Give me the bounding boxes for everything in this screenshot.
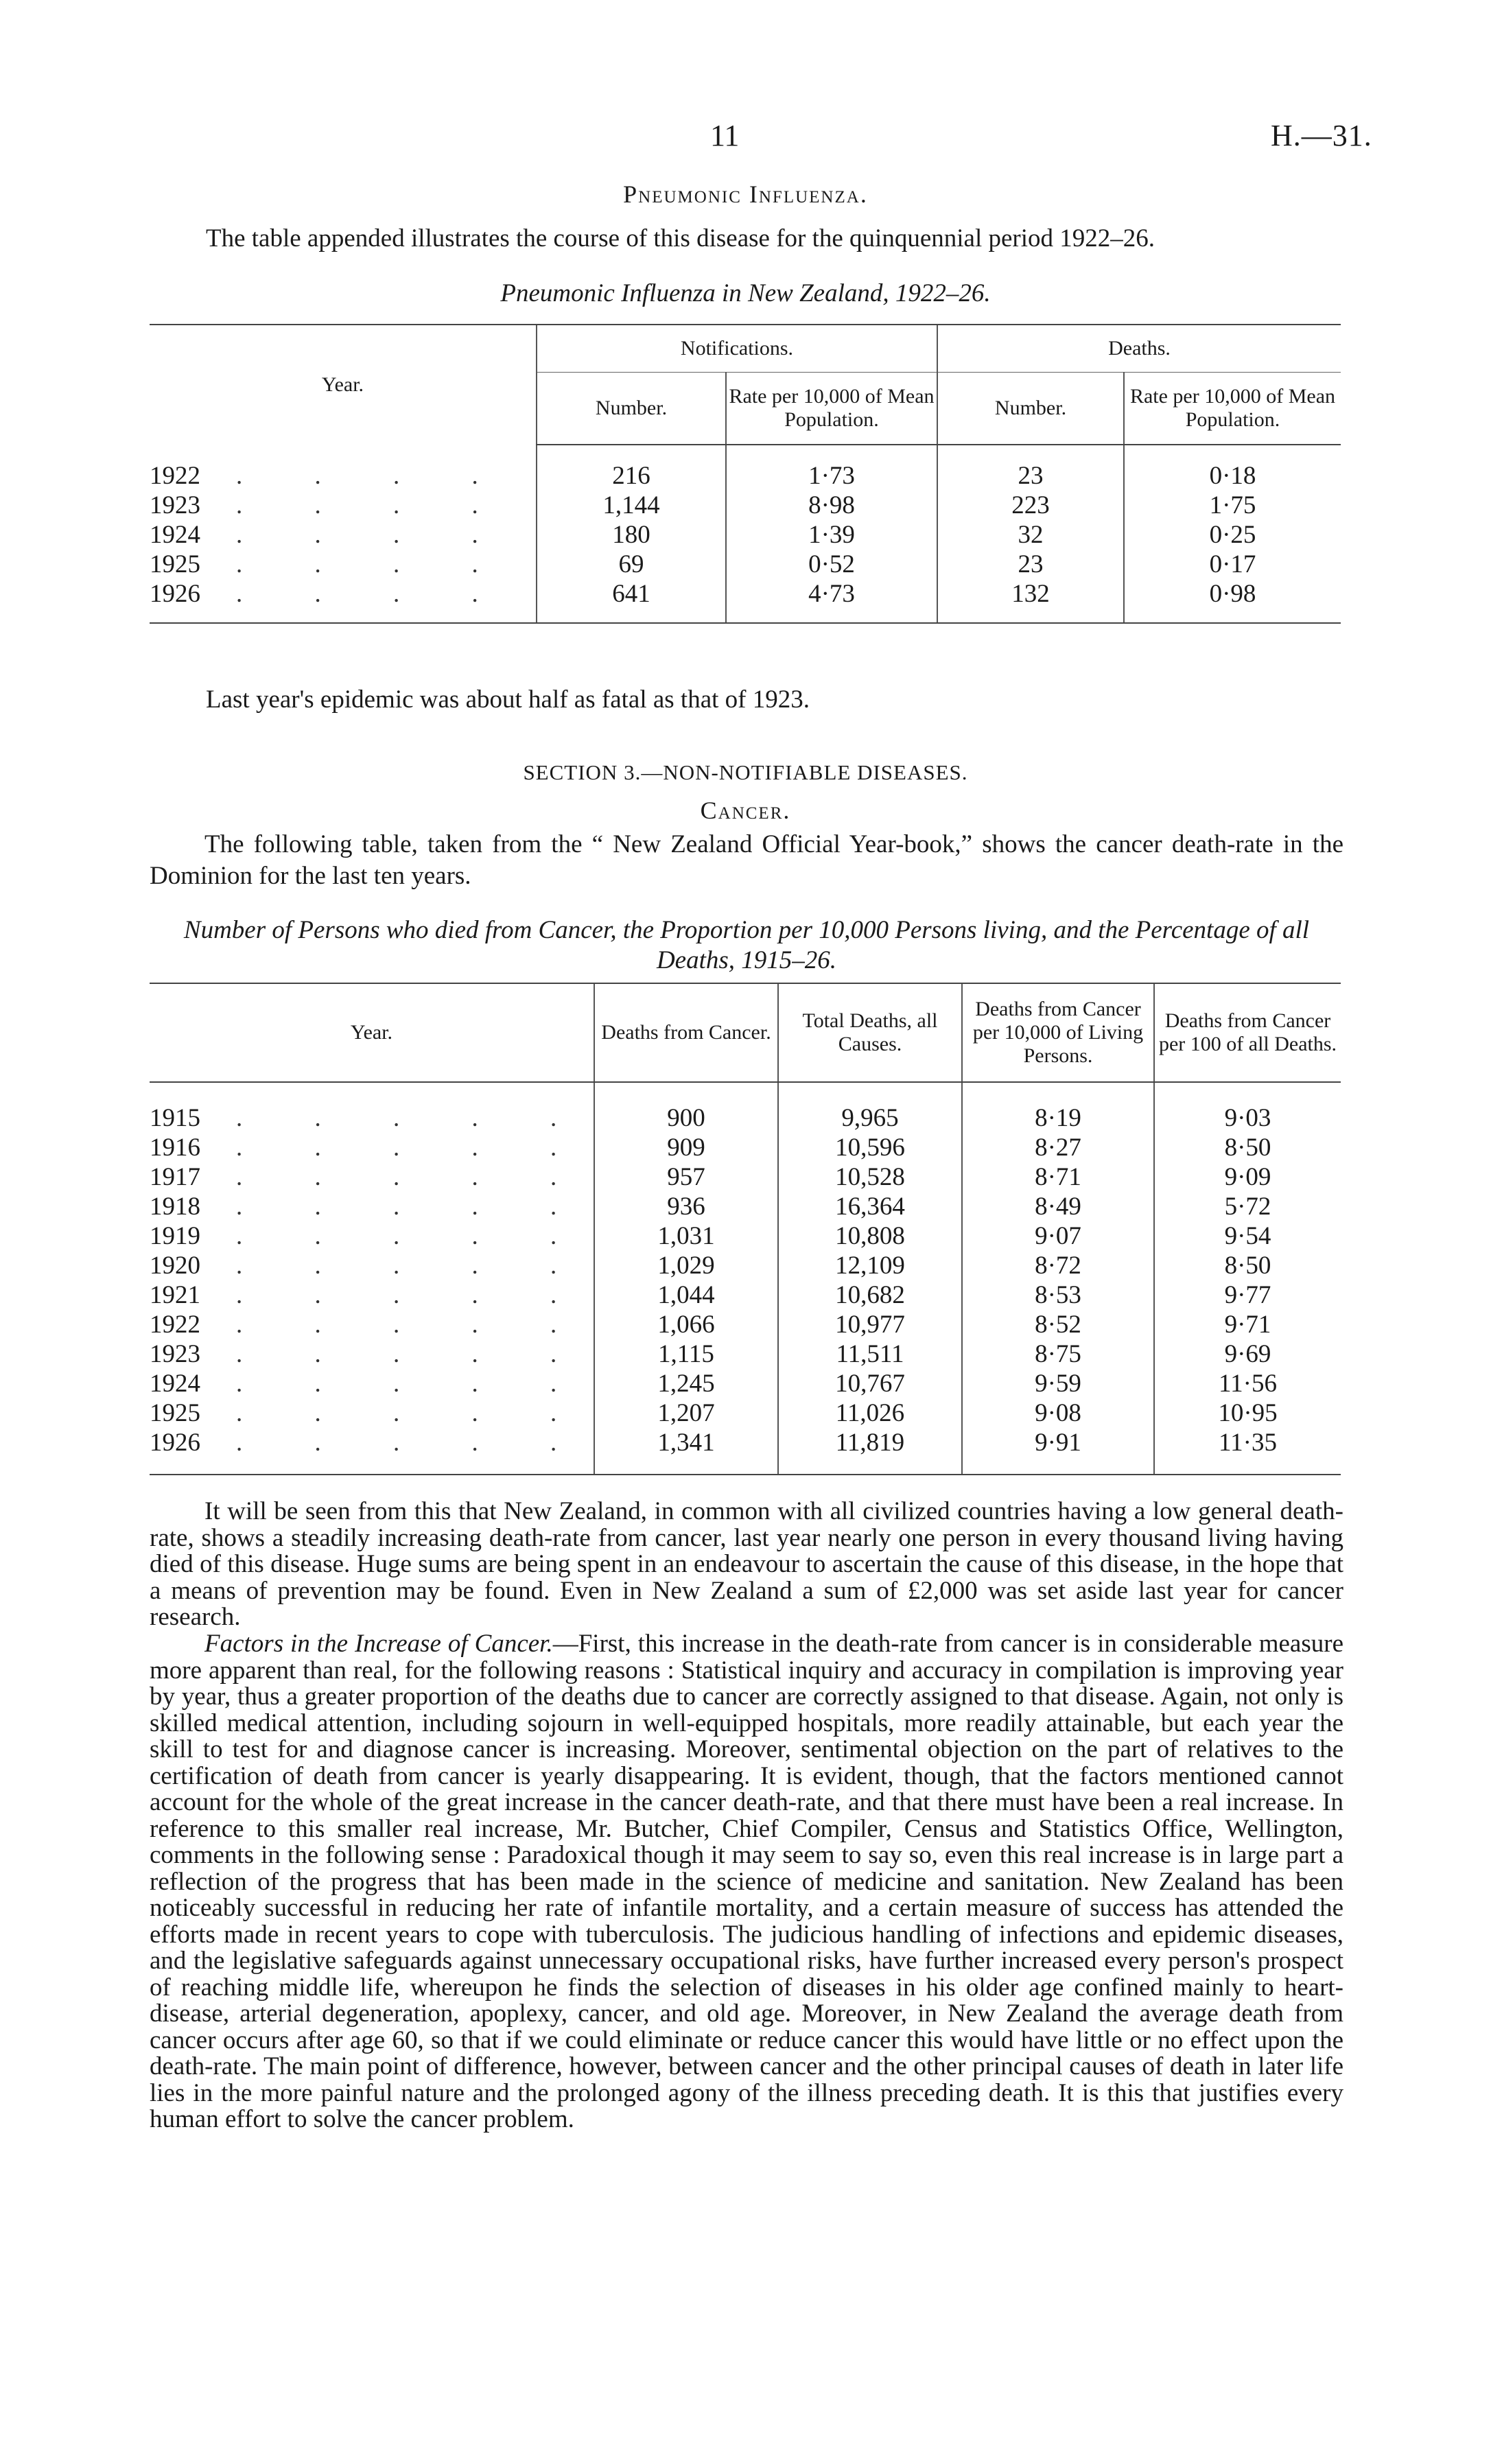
- deaths-rate-cell: 0·18: [1124, 461, 1341, 491]
- year-cell: 1922: [150, 462, 200, 490]
- t2-header-total-deaths: Total Deaths, all Causes.: [778, 984, 962, 1082]
- total-deaths-cell: 10,808: [778, 1221, 962, 1251]
- table-row: [150, 1339, 1341, 1369]
- per-100-cell: 10·95: [1154, 1398, 1341, 1428]
- year-cell: 1917: [150, 1163, 200, 1191]
- total-deaths-cell: 10,596: [778, 1133, 962, 1162]
- leader-dots: . . . . .: [236, 1370, 590, 1398]
- leader-dots: . . . .: [236, 491, 511, 519]
- notif-number-cell: 1,144: [537, 491, 726, 520]
- notif-number-cell: 69: [537, 550, 726, 579]
- year-cell: 1924: [150, 1370, 200, 1398]
- notif-rate-cell: 8·98: [726, 491, 937, 520]
- pneumonic-table: [150, 324, 1341, 624]
- cancer-intro: The following table, taken from the “ New Zealand Official Year-book,” shows the cancer death-rate in the Dominion for the last ten years.: [150, 830, 1343, 890]
- leader-dots: . . . . .: [236, 1134, 590, 1162]
- per-10000-cell: 9·59: [962, 1369, 1154, 1398]
- total-deaths-cell: 12,109: [778, 1251, 962, 1280]
- table-row: [150, 491, 1341, 520]
- table-row: [150, 1221, 1341, 1251]
- deaths-rate-cell: 1·75: [1124, 491, 1341, 520]
- total-deaths-cell: 10,767: [778, 1369, 962, 1398]
- leader-dots: . . . . .: [236, 1281, 590, 1309]
- per-100-cell: 9·09: [1154, 1162, 1341, 1192]
- notif-rate-cell: 0·52: [726, 550, 937, 579]
- year-cell: 1919: [150, 1222, 200, 1250]
- t2-header-per-10000: Deaths from Cancer per 10,000 of Living Persons.: [962, 984, 1154, 1082]
- leader-dots: . . . . .: [236, 1104, 590, 1132]
- t1-header-notifications: Notifications.: [537, 325, 937, 373]
- per-10000-cell: 8·27: [962, 1133, 1154, 1162]
- notif-number-cell: 216: [537, 461, 726, 491]
- document-reference: H.—31.: [1271, 119, 1372, 152]
- table-row: [150, 1133, 1341, 1162]
- leader-dots: . . . . .: [236, 1340, 590, 1368]
- deaths-cancer-cell: 1,245: [594, 1369, 778, 1398]
- t1-header-deaths: Deaths.: [937, 325, 1341, 373]
- notif-number-cell: 180: [537, 520, 726, 550]
- leader-dots: . . . .: [236, 550, 511, 578]
- t1-header-deaths-rate: Rate per 10,000 of Mean Population.: [1124, 373, 1341, 445]
- table-row: [150, 550, 1341, 579]
- per-100-cell: 9·03: [1154, 1103, 1341, 1133]
- per-100-cell: 8·50: [1154, 1133, 1341, 1162]
- t2-header-year: Year.: [150, 984, 594, 1082]
- per-100-cell: 9·69: [1154, 1339, 1341, 1369]
- total-deaths-cell: 11,511: [778, 1339, 962, 1369]
- total-deaths-cell: 10,977: [778, 1310, 962, 1339]
- deaths-cancer-cell: 1,031: [594, 1221, 778, 1251]
- deaths-rate-cell: 0·25: [1124, 520, 1341, 550]
- deaths-cancer-cell: 900: [594, 1103, 778, 1133]
- leader-dots: . . . . .: [236, 1252, 590, 1280]
- t1-header-year: Year.: [321, 373, 364, 396]
- per-100-cell: 11·56: [1154, 1369, 1341, 1398]
- year-cell: 1925: [150, 1399, 200, 1427]
- deaths-cancer-cell: 909: [594, 1133, 778, 1162]
- cancer-heading: Cancer.: [700, 797, 791, 824]
- table-row: [150, 1251, 1341, 1280]
- cancer-table-caption: Number of Persons who died from Cancer, the Proportion per 10,000 Persons living, and the Percentage of all Deaths, 1915–26.: [183, 916, 1310, 974]
- leader-dots: . . . . .: [236, 1311, 590, 1339]
- table-row: [150, 1103, 1341, 1133]
- pneumonic-closing: Last year's epidemic was about half as fatal as that of 1923.: [206, 685, 810, 714]
- total-deaths-cell: 10,682: [778, 1280, 962, 1310]
- deaths-cancer-cell: 1,207: [594, 1398, 778, 1428]
- table-row: [150, 1162, 1341, 1192]
- deaths-number-cell: 223: [937, 491, 1124, 520]
- section3-heading: SECTION 3.—NON-NOTIFIABLE DISEASES.: [523, 760, 968, 784]
- year-cell: 1923: [150, 491, 200, 519]
- table-row: [150, 1428, 1341, 1457]
- per-10000-cell: 9·91: [962, 1428, 1154, 1457]
- per-10000-cell: 9·07: [962, 1221, 1154, 1251]
- per-10000-cell: 9·08: [962, 1398, 1154, 1428]
- t1-header-notif-number: Number.: [537, 373, 726, 445]
- leader-dots: . . . .: [236, 462, 511, 490]
- year-cell: 1926: [150, 1429, 200, 1457]
- paragraph-factors: [150, 1631, 1343, 2133]
- table-row: [150, 461, 1341, 491]
- pneumonic-intro: The table appended illustrates the course of this disease for the quinquennial period 1922–26.: [206, 224, 1155, 253]
- deaths-number-cell: 23: [937, 461, 1124, 491]
- deaths-number-cell: 23: [937, 550, 1124, 579]
- paragraph-death-rate: It will be seen from this that New Zealand, in common with all civilized countries having a low general death-rate, shows a steadily increasing death-rate from cancer, last year nearly one person in every thousand living having died of this disease. Huge sums are being spent in an endeavour to ascertain the cause of this disease, in the hope that a means of prevention may be found. Even in New Zealand a sum of £2,000 was set aside last year for cancer research.: [150, 1497, 1343, 1631]
- t1-header-deaths-number: Number.: [937, 373, 1124, 445]
- table-row: [150, 1280, 1341, 1310]
- table-row: [150, 1310, 1341, 1339]
- deaths-cancer-cell: 1,115: [594, 1339, 778, 1369]
- deaths-number-cell: 132: [937, 579, 1124, 609]
- year-cell: 1922: [150, 1311, 200, 1339]
- year-cell: 1916: [150, 1134, 200, 1162]
- year-cell: 1925: [150, 550, 200, 578]
- per-10000-cell: 8·49: [962, 1192, 1154, 1221]
- year-cell: 1915: [150, 1104, 200, 1132]
- deaths-rate-cell: 0·17: [1124, 550, 1341, 579]
- table-row: [150, 520, 1341, 550]
- deaths-cancer-cell: 1,029: [594, 1251, 778, 1280]
- factors-body: —First, this increase in the death-rate from cancer is in considerable measure more apparent than real, for the following reasons : Statistical inquiry and accuracy in compilation is improving year by year, thus a greater proportion of the deaths due to cancer are correctly assigned to that disease. Again, not only is skilled medical attention, including sojourn in well-equipped hospitals, more readily attainable, but each year the skill to test for and diagnose cancer is increasing. Moreover, sentimental objection on the part of relatives to the certification of death from cancer is yearly disappearing. It is evident, though, that the factors mentioned cannot account for the whole of the great increase in the cancer death-rate, and that there must have been a real increase. In reference to this smaller real increase, Mr. Butcher, Chief Compiler, Census and Statistics Office, Wellington, comments in the following sense : Paradoxical though it may seem to say so, even this real increase is in large part a reflection of the progress that has been made in the science of medicine and sanitation. New Zealand has been noticeably successful in reducing her rate of infantile mortality, and a certain measure of success has attended the efforts made in recent years to cope with tuberculosis. The judicious handling of infections and epidemic diseases, and the legislative safeguards against unnecessary occupational risks, have further increased every person's prospect of reaching middle life, whereupon he finds the selection of diseases in his older age confined mainly to heart-disease, arterial degeneration, apoplexy, cancer, and old age. Moreover, in New Zealand the average death from cancer occurs after age 60, so that if we could eliminate or reduce cancer this would have little or no effect upon the death-rate. The main point of difference, however, between cancer and the other principal causes of death in later life lies in the more painful nature and the prolonged agony of the illness preceding death. It is this that justifies every human effort to solve the cancer problem.: [150, 1630, 1343, 2133]
- deaths-cancer-cell: 936: [594, 1192, 778, 1221]
- year-cell: 1926: [150, 580, 200, 608]
- per-100-cell: 5·72: [1154, 1192, 1341, 1221]
- leader-dots: . . . .: [236, 521, 511, 549]
- page-number: 11: [710, 119, 740, 152]
- year-cell: 1918: [150, 1193, 200, 1221]
- year-cell: 1921: [150, 1281, 200, 1309]
- total-deaths-cell: 10,528: [778, 1162, 962, 1192]
- leader-dots: . . . . .: [236, 1429, 590, 1457]
- per-10000-cell: 8·53: [962, 1280, 1154, 1310]
- per-100-cell: 9·77: [1154, 1280, 1341, 1310]
- leader-dots: . . . . .: [236, 1399, 590, 1427]
- table-row: [150, 579, 1341, 609]
- total-deaths-cell: 11,026: [778, 1398, 962, 1428]
- t2-header-deaths-cancer: Deaths from Cancer.: [594, 984, 778, 1082]
- notif-number-cell: 641: [537, 579, 726, 609]
- total-deaths-cell: 11,819: [778, 1428, 962, 1457]
- leader-dots: . . . . .: [236, 1193, 590, 1221]
- per-10000-cell: 8·52: [962, 1310, 1154, 1339]
- per-100-cell: 9·71: [1154, 1310, 1341, 1339]
- per-10000-cell: 8·72: [962, 1251, 1154, 1280]
- deaths-cancer-cell: 1,341: [594, 1428, 778, 1457]
- per-10000-cell: 8·19: [962, 1103, 1154, 1133]
- factors-title: Factors in the Increase of Cancer.: [204, 1630, 553, 1658]
- per-10000-cell: 8·71: [962, 1162, 1154, 1192]
- notif-rate-cell: 1·39: [726, 520, 937, 550]
- deaths-cancer-cell: 957: [594, 1162, 778, 1192]
- table-row: [150, 1398, 1341, 1428]
- cancer-table: [150, 983, 1341, 1475]
- deaths-cancer-cell: 1,066: [594, 1310, 778, 1339]
- notif-rate-cell: 4·73: [726, 579, 937, 609]
- year-cell: 1923: [150, 1340, 200, 1368]
- leader-dots: . . . . .: [236, 1222, 590, 1250]
- per-10000-cell: 8·75: [962, 1339, 1154, 1369]
- table-row: [150, 1192, 1341, 1221]
- total-deaths-cell: 16,364: [778, 1192, 962, 1221]
- per-100-cell: 11·35: [1154, 1428, 1341, 1457]
- year-cell: 1920: [150, 1252, 200, 1280]
- deaths-rate-cell: 0·98: [1124, 579, 1341, 609]
- leader-dots: . . . . .: [236, 1163, 590, 1191]
- deaths-cancer-cell: 1,044: [594, 1280, 778, 1310]
- notif-rate-cell: 1·73: [726, 461, 937, 491]
- leader-dots: . . . .: [236, 580, 511, 608]
- t1-header-notif-rate: Rate per 10,000 of Mean Population.: [726, 373, 937, 445]
- t2-header-per-100: Deaths from Cancer per 100 of all Deaths.: [1154, 984, 1341, 1082]
- table-row: [150, 1369, 1341, 1398]
- deaths-number-cell: 32: [937, 520, 1124, 550]
- total-deaths-cell: 9,965: [778, 1103, 962, 1133]
- year-cell: 1924: [150, 521, 200, 549]
- per-100-cell: 9·54: [1154, 1221, 1341, 1251]
- pneumonic-table-caption: Pneumonic Influenza in New Zealand, 1922–26.: [500, 279, 991, 307]
- per-100-cell: 8·50: [1154, 1251, 1341, 1280]
- pneumonic-heading: Pneumonic Influenza.: [623, 180, 868, 208]
